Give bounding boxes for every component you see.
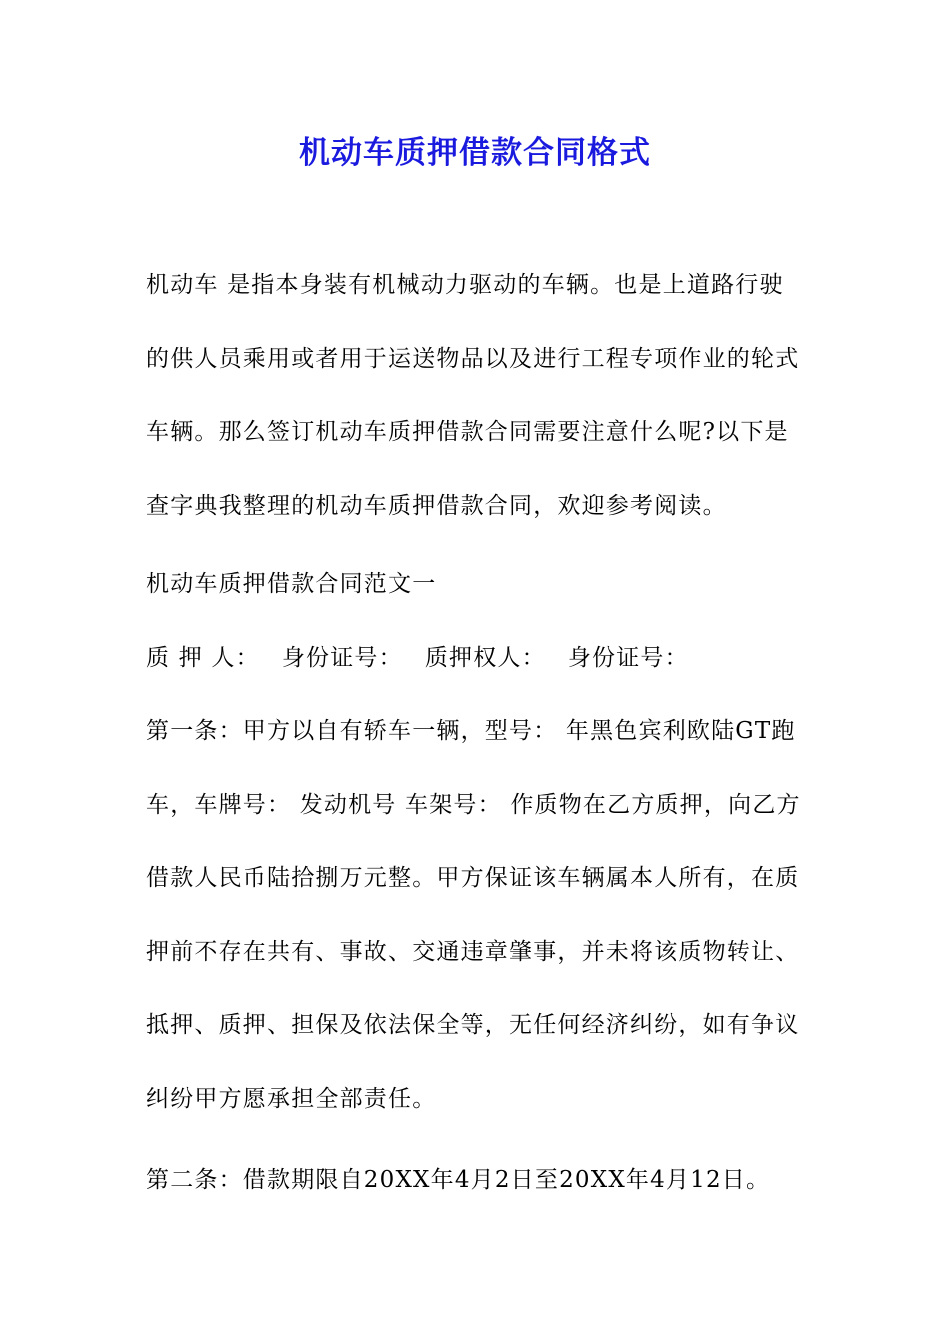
pledgee-id-label: 身份证号：	[567, 645, 689, 671]
sample-heading: 机动车质押借款合同范文一	[146, 571, 437, 597]
document-title: 机动车质押借款合同格式	[299, 135, 651, 171]
intro-paragraph: 机动车 是指本身装有机械动力驱动的车辆。也是上道路行驶的供人员乘用或者用于运送物品以及进行工程专项作业的轮式车辆。那么签订机动车质押借款合同需要注意什么呢?以下是查字典我整理的机动车质押借款合同，欢迎参考阅读。	[146, 272, 800, 519]
pledgor-id-label: 身份证号：	[281, 645, 403, 671]
article-2-paragraph: 第二条：借款期限自20XX年4月2日至20XX年4月12日。	[146, 1167, 771, 1193]
pledgee-label: 质押权人：	[424, 645, 546, 671]
article-1-paragraph: 第一条：甲方以自有轿车一辆，型号： 年黑色宾利欧陆GT跑车，车牌号： 发动机号 车架号： 作质物在乙方质押，向乙方借款人民币陆拾捌万元整。甲方保证该车辆属本人所有，在质押前不存在共有、事故、交通违章肇事，并未将该质物转让、抵押、质押、担保及依法保全等，无任何经济纠纷，如有争议纠纷甲方愿承担全部责任。	[146, 718, 801, 1112]
pledgor-label: 质 押 人：	[146, 645, 260, 671]
parties-line	[146, 638, 806, 678]
